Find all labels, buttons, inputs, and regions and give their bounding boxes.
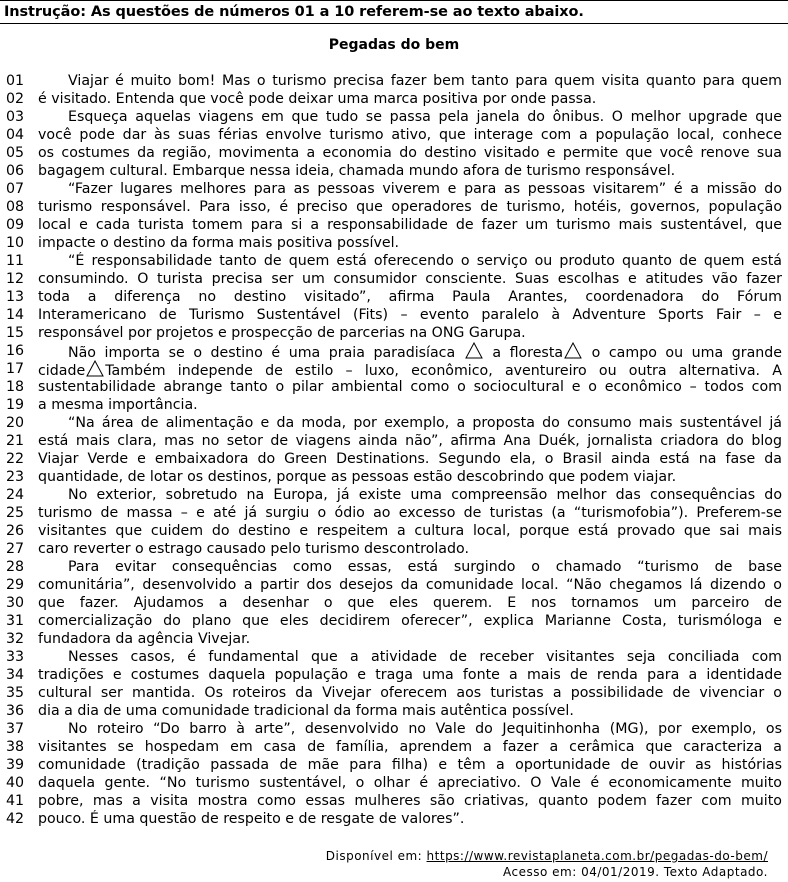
text-line xyxy=(6,180,782,198)
line-number: 11 xyxy=(6,253,25,269)
text-line xyxy=(6,324,778,342)
text-line xyxy=(6,486,782,504)
line-number: 25 xyxy=(6,505,25,521)
line-number: 09 xyxy=(6,217,25,233)
line-number: 13 xyxy=(6,289,25,305)
line-number: 32 xyxy=(6,631,25,647)
line-number: 31 xyxy=(6,613,25,629)
text-line xyxy=(6,756,782,774)
line-number: 16 xyxy=(6,343,25,359)
line-text: “É responsabilidade tanto de quem está oferecendo o serviço ou produto quanto de quem está xyxy=(68,253,782,269)
line-text: está mais clara, mas no setor de viagens ainda não”, afirma Ana Duék, jornalista criadora do blog xyxy=(38,433,782,449)
text-line xyxy=(6,720,782,738)
text-title: Pegadas do bem xyxy=(328,37,460,53)
text-line xyxy=(6,666,782,684)
line-text: visitantes que cuidem do destino e respeitem a cultura local, porque está provado que sai mais xyxy=(38,523,782,539)
triangle-icon xyxy=(465,342,483,359)
text-line xyxy=(6,90,778,108)
line-text: tradições e costumes daquela população e traga uma fonte a mais de renda para a identidade xyxy=(38,667,782,683)
line-text: é visitado. Entenda que você pode deixar uma marca positiva por onde passa. xyxy=(38,91,597,107)
line-number: 10 xyxy=(6,235,25,251)
line-text: pouco. É uma questão de respeito e de resgate de valores”. xyxy=(38,811,465,827)
triangle-icon xyxy=(86,360,104,377)
line-text: “Fazer lugares melhores para as pessoas viverem e para as pessoas visitarem” é a missão do xyxy=(68,181,782,197)
line-text: visitantes se hospedam em casa de família, aprendem a fazer a cerâmica que caracteriza a xyxy=(38,739,782,755)
line-number: 04 xyxy=(6,127,25,143)
line-text: caro reverter o estrago causado pelo turismo descontrolado. xyxy=(38,541,469,557)
line-number: 41 xyxy=(6,793,25,809)
line-number: 26 xyxy=(6,523,25,539)
text-line xyxy=(6,144,782,162)
text-line xyxy=(6,684,782,702)
text-line xyxy=(6,108,782,126)
text-line xyxy=(6,540,778,558)
line-text: turismo de massa – e até já surgiu o ódio ao excesso de turistas (a “turismofobia”). Preferem-se xyxy=(38,505,782,521)
line-text: No exterior, sobretudo na Europa, já existe uma compreensão melhor das consequências do xyxy=(68,487,782,503)
text-line xyxy=(6,252,782,270)
line-number: 22 xyxy=(6,451,25,467)
text-line xyxy=(6,288,782,306)
line-text: No roteiro “Do barro à arte”, desenvolvido no Vale do Jequitinhonha (MG), por exemplo, os xyxy=(68,721,782,737)
text-line xyxy=(6,126,782,144)
line16-part-c: o campo ou uma grande xyxy=(591,345,782,361)
line-number: 21 xyxy=(6,433,25,449)
line-text: consumindo. O turista precisa ser um consumidor consciente. Suas escolhas e atitudes vão fazer xyxy=(38,271,782,287)
line-text: os costumes da região, movimenta a economia do destino visitado e permite que você renove sua xyxy=(38,145,782,161)
line-number: 05 xyxy=(6,145,25,161)
line-number: 12 xyxy=(6,271,25,287)
line-number: 37 xyxy=(6,721,25,737)
line-text: Viajar é muito bom! Mas o turismo precisa fazer bem tanto para quem visita quanto para quem xyxy=(68,73,782,89)
line-number: 03 xyxy=(6,109,25,125)
text-line xyxy=(6,774,782,792)
text-line xyxy=(6,396,778,414)
source-citation xyxy=(326,848,768,880)
text-line xyxy=(6,72,782,90)
text-body xyxy=(6,72,782,828)
line-text: local e cada turista tomem para si a responsabilidade de fazer um turismo mais sustentável, que xyxy=(38,217,782,233)
line-text: comunitária”, desenvolvido a partir dos desejos da comunidade local. “Não chegamos lá dizendo o xyxy=(38,577,782,593)
line-text: dia a dia de uma comunidade tradicional da forma mais autêntica possível. xyxy=(38,703,574,719)
line-number: 15 xyxy=(6,325,25,341)
text-line xyxy=(6,504,782,522)
line-text: pobre, mas a visita mostra como essas mulheres são criativas, quanto podem fazer com muito xyxy=(38,793,782,809)
line-number: 30 xyxy=(6,595,25,611)
text-line xyxy=(6,792,782,810)
line-text: Para evitar consequências como essas, está surgindo o chamado “turismo de base xyxy=(68,559,782,575)
line-text: a mesma importância. xyxy=(38,397,198,413)
line-text: sustentabilidade abrange tanto o pilar ambiental como o sociocultural e o econômico – todos com xyxy=(38,379,782,395)
text-line xyxy=(6,306,782,324)
line-number: 07 xyxy=(6,181,25,197)
text-line xyxy=(6,378,782,396)
line-text: que fazer. Ajudamos a desenhar o que eles querem. E nos tornamos um parceiro de xyxy=(38,595,782,611)
triangle-icon xyxy=(564,342,582,359)
source-label: Disponível em: xyxy=(325,849,427,863)
line-number: 34 xyxy=(6,667,25,683)
line-number: 36 xyxy=(6,703,25,719)
line17-part-a: cidade xyxy=(38,363,86,379)
line-number: 14 xyxy=(6,307,25,323)
line-text xyxy=(38,360,782,380)
line-number: 29 xyxy=(6,577,25,593)
text-line xyxy=(6,810,778,828)
line-text: comercialização do plano que eles decidirem oferecer”, explica Marianne Costa, turismóloga e xyxy=(38,613,782,629)
line-number: 28 xyxy=(6,559,25,575)
line-text: você pode dar às suas férias envolve turismo ativo, que interage com a população local, conhece xyxy=(38,127,782,143)
text-line xyxy=(6,522,782,540)
line-number: 08 xyxy=(6,199,25,215)
line-number: 23 xyxy=(6,469,25,485)
line-text: toda a diferença no destino visitado”, afirma Paula Arantes, coordenadora do Fórum xyxy=(38,289,782,305)
line-number: 18 xyxy=(6,379,25,395)
line-number: 40 xyxy=(6,775,25,791)
line-text: Nesses casos, é fundamental que a atividade de receber visitantes seja conciliada com xyxy=(68,649,782,665)
line-number: 06 xyxy=(6,163,25,179)
text-line xyxy=(6,270,782,288)
text-line xyxy=(6,576,782,594)
text-line xyxy=(6,630,778,648)
text-line xyxy=(6,432,782,450)
text-line xyxy=(6,648,782,666)
text-line xyxy=(6,216,782,234)
line-number: 39 xyxy=(6,757,25,773)
line-text: impacte o destino da forma mais positiva possível. xyxy=(38,235,400,251)
text-line xyxy=(6,342,782,361)
line17-part-b: Também independe de estilo – luxo, econômico, aventureiro ou outra alternativa. A xyxy=(105,363,782,379)
line-number: 35 xyxy=(6,685,25,701)
line-text: comunidade (tradição passada de mãe para filha) e têm a oportunidade de ouvir as histórias xyxy=(38,757,782,773)
text-line xyxy=(6,162,778,180)
line-number: 02 xyxy=(6,91,25,107)
text-line xyxy=(6,738,782,756)
text-line xyxy=(6,360,782,379)
line-text: “Na área de alimentação e da moda, por exemplo, a proposta do consumo mais sustentável já xyxy=(68,415,782,431)
line-number: 20 xyxy=(6,415,25,431)
line-number: 42 xyxy=(6,811,25,827)
line-number: 38 xyxy=(6,739,25,755)
text-line xyxy=(6,558,782,576)
text-line xyxy=(6,198,782,216)
line-number: 27 xyxy=(6,541,25,557)
line-number: 17 xyxy=(6,361,25,377)
text-line xyxy=(6,414,782,432)
text-line xyxy=(6,702,778,720)
line-text xyxy=(38,342,782,362)
line-number: 24 xyxy=(6,487,25,503)
line16-part-b: a floresta xyxy=(492,345,564,361)
text-line xyxy=(6,234,778,252)
line-number: 33 xyxy=(6,649,25,665)
line-number: 19 xyxy=(6,397,25,413)
line-text: cultural ser mantida. Os roteiros da Vivejar oferecem aos turistas a possibilidade de vivenciar o xyxy=(38,685,782,701)
line16-part-a: Não importa se o destino é uma praia paradisíaca xyxy=(68,345,456,361)
instruction-header: Instrução: As questões de números 01 a 10 referem-se ao texto abaixo. xyxy=(0,0,788,24)
text-line xyxy=(6,612,782,630)
line-text: Esqueça aquelas viagens em que tudo se passa pela janela do ônibus. O melhor upgrade que xyxy=(68,109,782,125)
text-line xyxy=(6,468,778,486)
text-line xyxy=(6,594,782,612)
source-link[interactable]: https://www.revistaplaneta.com.br/pegadas-do-bem/ xyxy=(426,849,768,863)
line-text: Viajar Verde e embaixadora do Green Destinations. Segundo ela, o Brasil ainda está na fase da xyxy=(38,451,782,467)
line-text: responsável por projetos e prospecção de parcerias na ONG Garupa. xyxy=(38,325,526,341)
text-line xyxy=(6,450,782,468)
access-date: Acesso em: 04/01/2019. Texto Adaptado. xyxy=(503,865,768,879)
line-text: turismo responsável. Para isso, é preciso que operadores de turismo, hotéis, governos, população xyxy=(38,199,782,215)
line-text: bagagem cultural. Embarque nessa ideia, chamada mundo afora de turismo responsável. xyxy=(38,163,676,179)
line-text: daquela gente. “No turismo sustentável, o olhar é apreciativo. O Vale é economicamente muito xyxy=(38,775,782,791)
line-text: Interamericano de Turismo Sustentável (Fits) – evento paralelo à Adventure Sports Fair – e xyxy=(38,307,782,323)
line-text: fundadora da agência Vivejar. xyxy=(38,631,251,647)
line-number: 01 xyxy=(6,73,25,89)
line-text: quantidade, de lotar os destinos, porque as pessoas estão descobrindo que podem viajar. xyxy=(38,469,677,485)
